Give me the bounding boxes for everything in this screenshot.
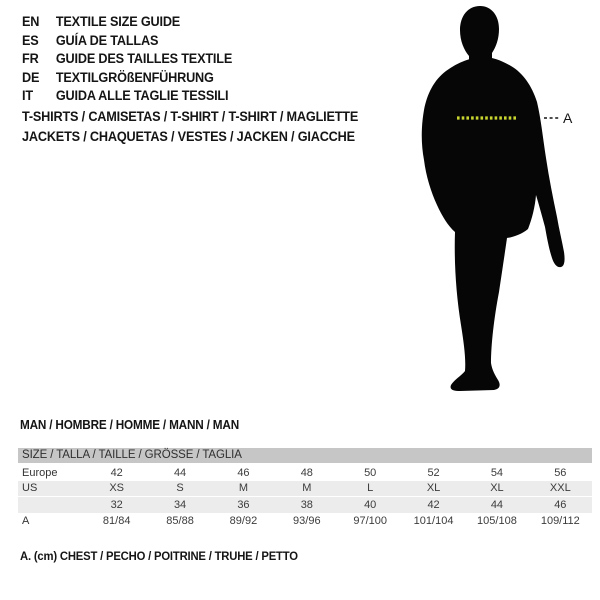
language-code: EN	[22, 14, 40, 29]
size-value: 56	[554, 467, 567, 479]
size-value: 46	[554, 499, 567, 511]
category-tshirts: T-SHIRTS / CAMISETAS / T-SHIRT / T-SHIRT / MAGLIETTE	[22, 109, 359, 124]
language-text: GUIDA ALLE TAGLIE TESSILI	[55, 88, 229, 104]
size-value: 38	[300, 499, 313, 511]
size-value: L	[367, 482, 374, 494]
size-table-header: SIZE / TALLA / TAILLE / GRÖSSE / TAGLIA	[18, 448, 592, 463]
language-row-it	[22, 87, 232, 106]
size-value: 50	[364, 467, 377, 479]
language-text: TEXTILGRÖßENFÜHRUNG	[55, 69, 214, 85]
language-code: DE	[22, 69, 40, 85]
size-value: 48	[300, 467, 313, 479]
man-silhouette-figure	[380, 0, 600, 420]
language-row-de	[22, 69, 232, 88]
measure-label-a: A	[563, 110, 573, 126]
language-code: FR	[22, 51, 39, 67]
size-value: 93/96	[293, 515, 321, 527]
language-text: GUIDE DES TAILLES TEXTILE	[55, 51, 233, 67]
language-list	[22, 13, 232, 106]
size-table	[18, 448, 592, 529]
size-value: 36	[237, 499, 250, 511]
size-value: XL	[426, 482, 441, 494]
size-value: 42	[427, 499, 440, 511]
size-value: 81/84	[102, 515, 131, 527]
row-label: Europe	[22, 467, 58, 479]
size-value: 85/88	[166, 515, 194, 527]
language-text: TEXTILE SIZE GUIDE	[55, 14, 181, 29]
language-row-fr	[22, 50, 232, 69]
body-silhouette	[422, 57, 565, 391]
size-value: 105/108	[477, 515, 517, 527]
row-label	[18, 497, 85, 513]
size-value: 44	[490, 499, 504, 511]
size-value: XL	[490, 482, 504, 494]
size-value: 32	[110, 499, 123, 511]
size-value: M	[302, 482, 312, 494]
size-value: 89/92	[229, 515, 258, 527]
size-value: 40	[364, 499, 377, 511]
size-value: 101/104	[413, 515, 454, 527]
size-value: XS	[109, 482, 125, 494]
section-title: MAN / HOMBRE / HOMME / MANN / MAN	[20, 418, 240, 432]
size-value: 34	[173, 499, 187, 511]
size-value: 97/100	[353, 515, 388, 527]
table-row-europe	[18, 465, 592, 481]
man-silhouette-svg	[380, 0, 600, 420]
size-value: 44	[173, 467, 187, 479]
garment-categories	[22, 107, 358, 147]
table-row-uk	[18, 497, 592, 513]
measure-footnote: A. (cm) CHEST / PECHO / POITRINE / TRUHE / PETTO	[20, 549, 298, 563]
table-row-chest-a	[18, 513, 592, 529]
row-label: US	[22, 482, 38, 494]
size-value: S	[176, 482, 184, 494]
language-code: ES	[22, 32, 39, 48]
table-row-us	[18, 481, 592, 497]
size-value: 42	[110, 467, 123, 479]
size-value: 109/112	[540, 515, 580, 527]
language-text: GUÍA DE TALLAS	[55, 32, 159, 48]
language-row-es	[22, 32, 232, 51]
row-label: A	[22, 515, 30, 527]
category-jackets: JACKETS / CHAQUETAS / VESTES / JACKEN / GIACCHE	[22, 129, 355, 144]
language-row-en	[22, 13, 232, 32]
language-code: IT	[22, 88, 33, 104]
size-value: 46	[237, 467, 250, 479]
size-value: 54	[490, 467, 504, 479]
size-value: 52	[427, 467, 440, 479]
size-value: M	[238, 482, 249, 494]
size-value: XXL	[549, 482, 571, 494]
